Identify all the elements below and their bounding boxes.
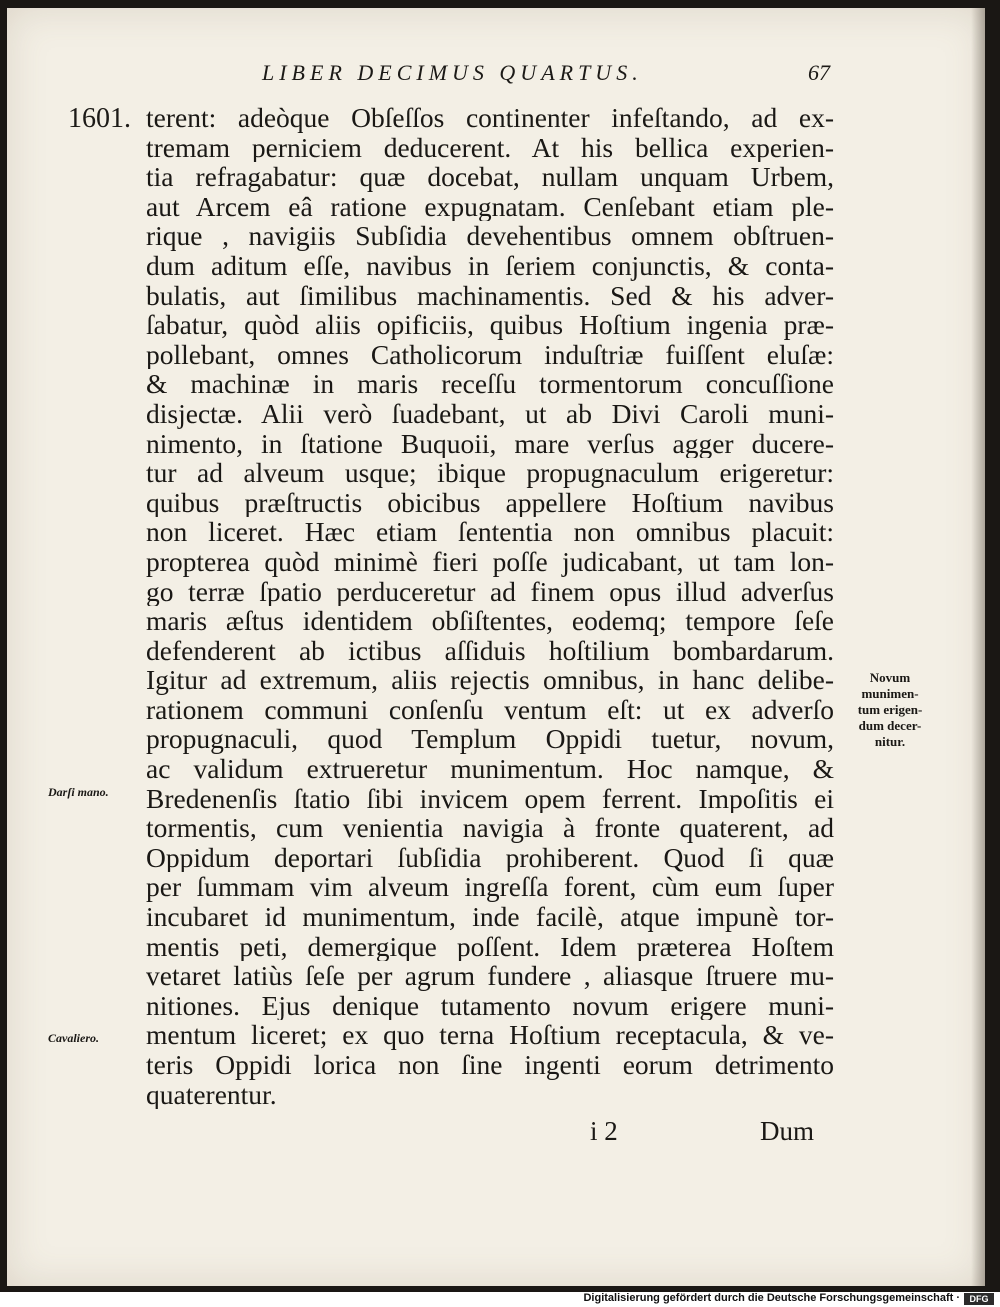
text-line: nitiones. Ejus denique tutamento novum erigere muni- [146, 990, 834, 1021]
text-line: & machinæ in maris receſſu tormentorum concuſſione [146, 369, 834, 399]
page-header [0, 58, 1000, 98]
text-line: Bredenenſis ſtatio ſibi invicem opem ferrent. Impoſitis ei [146, 783, 834, 814]
text-line: mentum liceret; ex quo terna Hoſtium receptacula, & ve- [146, 1020, 834, 1050]
margin-note-line: munimen- [861, 686, 919, 701]
footer-credit: Digitalisierung gefördert durch die Deutsche Forschungsgemeinschaft · [583, 1292, 960, 1304]
text-line: Igitur ad extremum, aliis rejectis omnibus, in hanc delibe- [146, 665, 834, 695]
text-line: dum aditum eſſe, navibus in ſeriem conjunctis, & conta- [146, 250, 834, 281]
text-line: disjectæ. Alii verò ſuadebant, ut ab Divi Caroli muni- [146, 398, 834, 429]
text-line: ſabatur, quòd aliis opificiis, quibus Hoſtium ingenia præ- [146, 310, 834, 340]
text-line: maris æſtus identidem obſiſtentes, eodemq; tempore ſeſe [146, 606, 834, 636]
text-line: non liceret. Hæc etiam ſententia non omnibus placuit: [146, 517, 834, 547]
signature-mark: i 2 [590, 1116, 618, 1146]
text-line: per ſummam vim alveum ingreſſa forent, cùm eum ſuper [146, 872, 834, 903]
text-line: quibus præſtructis obicibus appellere Hoſtium navibus [146, 487, 834, 518]
text-line: terent: adeòque Obſeſſos continenter infeſtando, ad ex- [146, 103, 834, 133]
margin-note-line: Novum [869, 670, 911, 685]
footer-bar [0, 1292, 1000, 1307]
text-line: ac validum extrueretur munimentum. Hoc namque, & [146, 754, 834, 784]
margin-note-line: dum decer- [858, 718, 922, 733]
text-line: tia refragabatur: quæ docebat, nullam unquam Urbem, [146, 162, 834, 192]
text-line: defenderent ab ictibus aſſiduis hoſtilium bombardarum. [146, 635, 834, 666]
margin-year: 1601. [68, 103, 131, 134]
text-line: quaterentur. [146, 1079, 277, 1110]
text-line: nimento, in ſtatione Buquoii, mare verſus agger ducere- [146, 428, 834, 459]
text-line: mentis peti, demergique poſſent. Idem præterea Hoſtem [146, 931, 834, 962]
text-line: teris Oppidi lorica non ſine ingenti eorum detrimento [146, 1050, 834, 1080]
text-line: pollebant, omnes Catholicorum induſtriæ fuiſſent eluſæ: [146, 339, 834, 370]
text-line: rique , navigiis Subſidia devehentibus omnem obſtruen- [146, 221, 834, 251]
margin-note-left-cavaliero: Cavaliero. [48, 1031, 99, 1045]
text-line: Oppidum deportari ſubſidia prohiberent. Quod ſi quæ [146, 842, 834, 873]
running-head: LIBER DECIMUS QUARTUS. [262, 60, 643, 85]
page-number: 67 [808, 60, 830, 85]
margin-note-line: nitur. [874, 734, 906, 749]
text-line: propugnaculi, quod Templum Oppidi tuetur, novum, [146, 724, 834, 755]
text-line: incubaret id munimentum, inde facilè, atque impunè tor- [146, 902, 834, 932]
page-edge-shadow [971, 8, 985, 1286]
body-text [146, 103, 834, 1109]
text-line: tormentis, cum venientia navigia à fronte quaterent, ad [146, 813, 834, 843]
text-line: bulatis, aut ſimilibus machinamentis. Sed & his adver- [146, 280, 834, 311]
margin-note-right [840, 670, 940, 750]
catchword: Dum [760, 1116, 814, 1146]
dfg-logo: DFG [964, 1293, 994, 1305]
text-line: tremam perniciem deducerent. At his bellica experien- [146, 132, 834, 163]
text-line: aut Arcem eâ ratione expugnatam. Cenſebant etiam ple- [146, 191, 834, 222]
margin-note-line: tum erigen- [857, 702, 923, 717]
text-line: vetaret latiùs ſeſe per agrum fundere , aliasque ſtruere mu- [146, 961, 834, 991]
text-line: tur ad alveum usque; ibique propugnaculum erigeretur: [146, 458, 834, 488]
text-line: propterea quòd minimè fieri poſſe judicabant, ut tam lon- [146, 546, 834, 577]
margin-note-left-darsi: Darſi mano. [48, 785, 109, 799]
text-line: go terræ ſpatio perduceretur ad finem opus illud adverſus [146, 576, 834, 607]
text-line: rationem communi conſenſu ventum eſt: ut ex adverſo [146, 694, 834, 725]
